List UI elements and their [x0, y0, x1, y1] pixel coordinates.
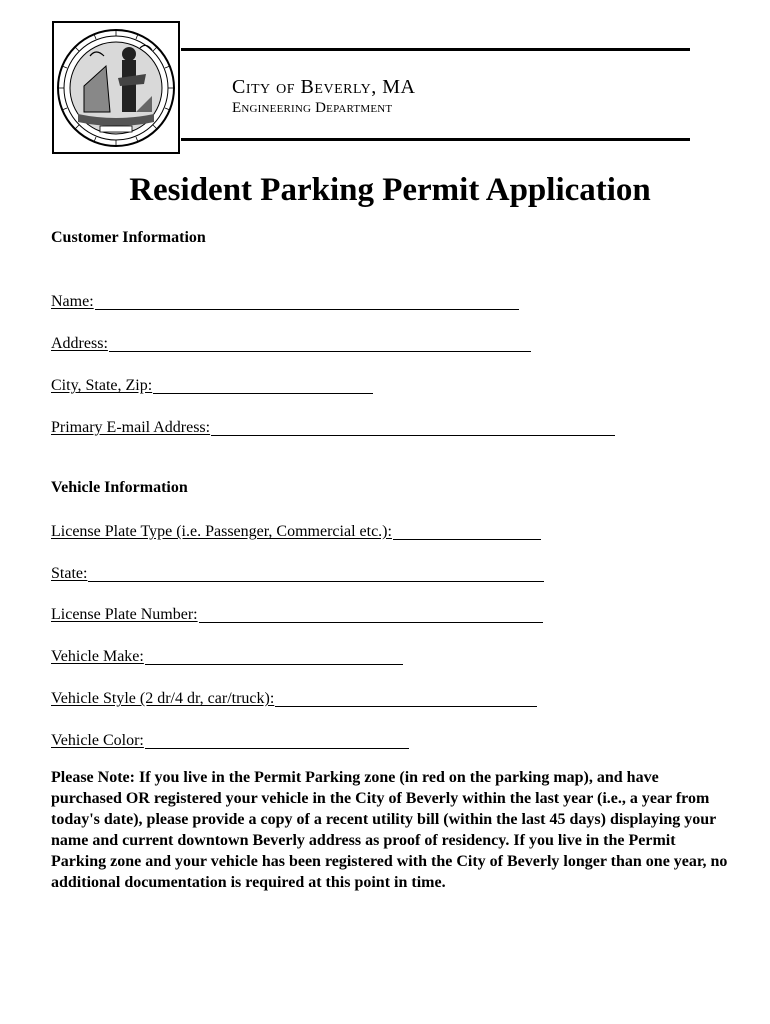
- email-input-line[interactable]: [211, 435, 615, 436]
- address-input-line[interactable]: [109, 351, 531, 352]
- name-field[interactable]: [51, 290, 519, 312]
- section-customer-information: Customer Information: [51, 229, 206, 246]
- city-state-zip-input-line[interactable]: [153, 393, 373, 394]
- address-field[interactable]: [51, 332, 531, 354]
- vehicle-color-label: Vehicle Color:: [51, 732, 144, 749]
- vehicle-style-input-line[interactable]: [275, 706, 537, 707]
- city-seal-frame: [52, 21, 180, 154]
- license-plate-number-field[interactable]: [51, 603, 543, 625]
- residency-note: Please Note: If you live in the Permit Parking zone (in red on the parking map), and have purchased OR registered your vehicle in the City of Beverly within the last year (i.e., a year from today's date), please provide a copy of a recent utility bill (within the last 45 days) displaying your name and current downtown Beverly address as proof of residency. If you live in the Permit Parking zone and your vehicle has been registered with the City of Beverly longer than one year, no additional documentation is required at this point in time.: [51, 769, 728, 891]
- license-plate-type-input-line[interactable]: [393, 539, 541, 540]
- state-input-line[interactable]: [88, 581, 544, 582]
- state-label: State:: [51, 565, 88, 582]
- email-label: Primary E-mail Address:: [51, 419, 211, 436]
- vehicle-color-field[interactable]: [51, 729, 409, 751]
- city-seal-icon: [56, 26, 176, 150]
- vehicle-style-label: Vehicle Style (2 dr/4 dr, car/truck):: [51, 690, 275, 707]
- vehicle-make-input-line[interactable]: [145, 664, 403, 665]
- vehicle-make-label: Vehicle Make:: [51, 648, 144, 665]
- address-label: Address:: [51, 335, 108, 352]
- city-state-zip-label: City, State, Zip:: [51, 377, 153, 394]
- email-field[interactable]: [51, 416, 615, 438]
- vehicle-make-field[interactable]: [51, 645, 403, 667]
- city-state-zip-field[interactable]: [51, 374, 373, 396]
- license-plate-number-input-line[interactable]: [199, 622, 543, 623]
- header-rule-bottom: [181, 138, 690, 141]
- header-rule-top: [181, 48, 690, 51]
- department-name: Engineering Department: [232, 100, 393, 116]
- form-title: Resident Parking Permit Application: [129, 172, 651, 208]
- name-label: Name:: [51, 293, 94, 310]
- license-plate-type-field[interactable]: [51, 520, 541, 542]
- vehicle-color-input-line[interactable]: [145, 748, 409, 749]
- vehicle-style-field[interactable]: [51, 687, 537, 709]
- license-plate-type-label: License Plate Type (i.e. Passenger, Commercial etc.):: [51, 523, 392, 540]
- license-plate-number-label: License Plate Number:: [51, 606, 198, 623]
- state-field[interactable]: [51, 562, 544, 584]
- name-input-line[interactable]: [95, 309, 519, 310]
- city-name: City of Beverly, MA: [232, 76, 416, 98]
- section-vehicle-information: Vehicle Information: [51, 479, 188, 496]
